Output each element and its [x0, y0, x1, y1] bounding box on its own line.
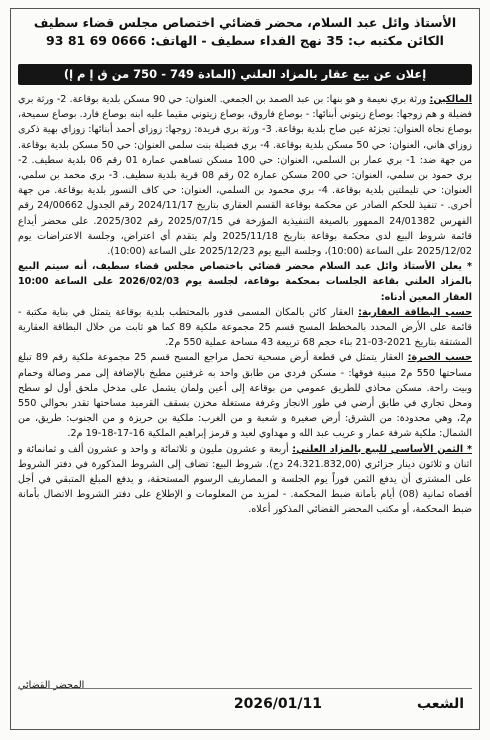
land-card-label: حسب البطاقة العقارية: [358, 306, 472, 318]
price-text: أربعة و عشرون مليون و ثلاثمائة و واحد و عشرون ألف و ثمانمائة و اثنان و ثلاثون دينار جزائري (24.321.832,00 دج). شروط البيع: تضاف إلى الشروط المذكورة في دفتر الشروط على المشتري أن يدفع الثمن فوراً يوم الجلسة و المصاريف الرسوم المستحقة، و يدفع المبلغ المتبقي في أجل أقصاه ثمانية (08) أيام بأمانة ضبط المحكمة. - لمزيد من المعلومات و الإطلاع على دفتر الشروط الاتصال بأمانة ضبط المحكمة، أو مكتب المحضر القضائي المذكور أعلاه. [18, 443, 472, 516]
owners-paragraph [18, 92, 472, 259]
price-paragraph [18, 442, 472, 518]
publication-footer [18, 692, 472, 716]
publication-date: 2026/01/11 [233, 696, 322, 712]
bailiff-address-line [18, 32, 472, 50]
owners-label: المالكين: [429, 94, 472, 105]
bailiff-name-line: الأستاذ وائل عبد السلام، محضر قضائي اختصاص مجلس قضاء سطيف [33, 15, 457, 30]
notice-title-banner: إعلان عن بيع عقار بالمزاد العلني (المادة 749 - 750 من ق إ م إ) [18, 64, 472, 85]
land-card-paragraph [18, 305, 472, 351]
expertise-label: حسب الخبرة: [407, 352, 472, 364]
phone-number: 0666 69 81 93 [46, 33, 147, 48]
notice-header [18, 14, 472, 50]
expertise-paragraph [18, 350, 472, 441]
announcement-paragraph [18, 259, 472, 305]
announcement-text: * يعلن الأستاذ وائل عبد السلام محضر قضائي باختصاص مجلس قضاء سطيف، أنه سيتم البيع بالمزاد العلني بقاعة الجلسات بمحكمة بوقاعة، لجلسة يوم 2026/02/03 على الساعة 10:00 العقار المعين أدناه: [18, 261, 472, 303]
bailiff-signature: المحضر القضائي [18, 680, 85, 691]
newspaper-name: الشعب [416, 696, 464, 712]
expertise-text: العقار يتمثل في قطعة أرض مسحية تحمل مراجع المسح قسم 25 مجموعة ملكية رقم 89 تبلغ مساحتها 550 م2 مبنية فوقها: - مسكن فردي من طابق واحد به غرفتين مطبخ بالإضافة إلى ممر وصالة وحمام وبيت راحة. مسكن محاذي للطريق عمومي من بوقاعة إلى أعين ولمان يشمل على مدخل ملحق أول لو سطح ومحل تجاري في طابق أرضي في طور الانجاز وغرفة مستغلة مخزن بسقف القرميد مساحتها تقدر بحوالي 550 م2، وهي محدودة: من الشرق: أرض صغيرة و شعبة و من الغرب: ملكية بن حريزة و من الجنوب: طريق، من الشمال: ملكية شرفة عمار و عريب عبد الله و مهداوي لعيد و قرمز إبراهيم الملكية 16-17-18-19 م2. [18, 352, 472, 440]
address-text: الكائن مكتبه ب: 35 نهج الفداء سطيف - الهاتف: [150, 33, 444, 48]
footer-divider [18, 688, 472, 689]
notice-body [18, 92, 472, 682]
owners-text: ورثة بري نعيمة و هو بنها: بن عبد الصمد بن الجمعي. العنوان: حي 90 مسكن بلدية بوقاعة. 2- ورثة بري فضيلة و هم زوجها: بوصاع زيتوني أبنائها: - بوصاع فاروق، بوصاع زيتوني مقيما عليه ابنه بوصاع فارد. بوصاع سميحة، بوصاع نجاة العنوان: تجزئة عين صاح بلدية بوقاعة. 3- ورثة بري فريدة: زوجها: زوزاي أحمد أبنائها: زوزاي بهية ذكرى زوزاي هاني، العنوان: حي 50 مسكن بلدية بوقاعة. 4- بري فضيلة بنت سلمي العنوان: حي 50 مسكن بلدية بوقاعة. من جهة ضد: 1- بري عمار بن السلمي، العنوان: حي 100 مسكن تساهمي عمارة 01 رقم 06 بلدية سطيف. 2- بري حمود بن سلمي، العنوان: حي 200 مسكن عمارة 02 رقم 08 قرية بلدية سطيف. 3- بري محمد بن سلمي، العنوان: حي تليملتين بلدية بوقاعة. 4- بري محمود بن السلمي، العنوان: حي كاف النسور بلدية بوقاعة. من جهة أخرى. - تنفيذ للحكم الصادر عن محكمة بوقاعة القسم العقاري بتاريخ 2024/11/17 رقم الجدول 24/00662 رقم الفهرس 24/01382 الممهور بالصيغة التنفيذية المؤرخة في 2025/07/15 رقم 2025/302. على محضر أيداع قائمة شروط البيع لدى محكمة بوقاعة بتاريخ 2025/11/18 ولم يتقدم أي اعتراض، وجلسة الاعتراضات يوم 2025/12/02 على الساعة (10:00)، وجلسة البيع يوم 2025/12/23 على الساعة (10:00). [18, 94, 472, 258]
land-card-text: العقار كائن بالمكان المسمى قدور بالمحتطب بلدية بوقاعة يتمثل في بناية مكتبة - قائمة على الأرض المحدد بالمخطط المسح قسم 25 مجموعة ملكية 89 كما هو ثابت من خلال البطاقة العقارية المشتقة بتاريخ 2021-03-21 بناء حجم 68 تربيعة 43 مساحة عملية 550 م2. [18, 306, 472, 349]
price-label: * الثمن الأساسي للبيع بالمزاد العلني: [292, 443, 472, 455]
